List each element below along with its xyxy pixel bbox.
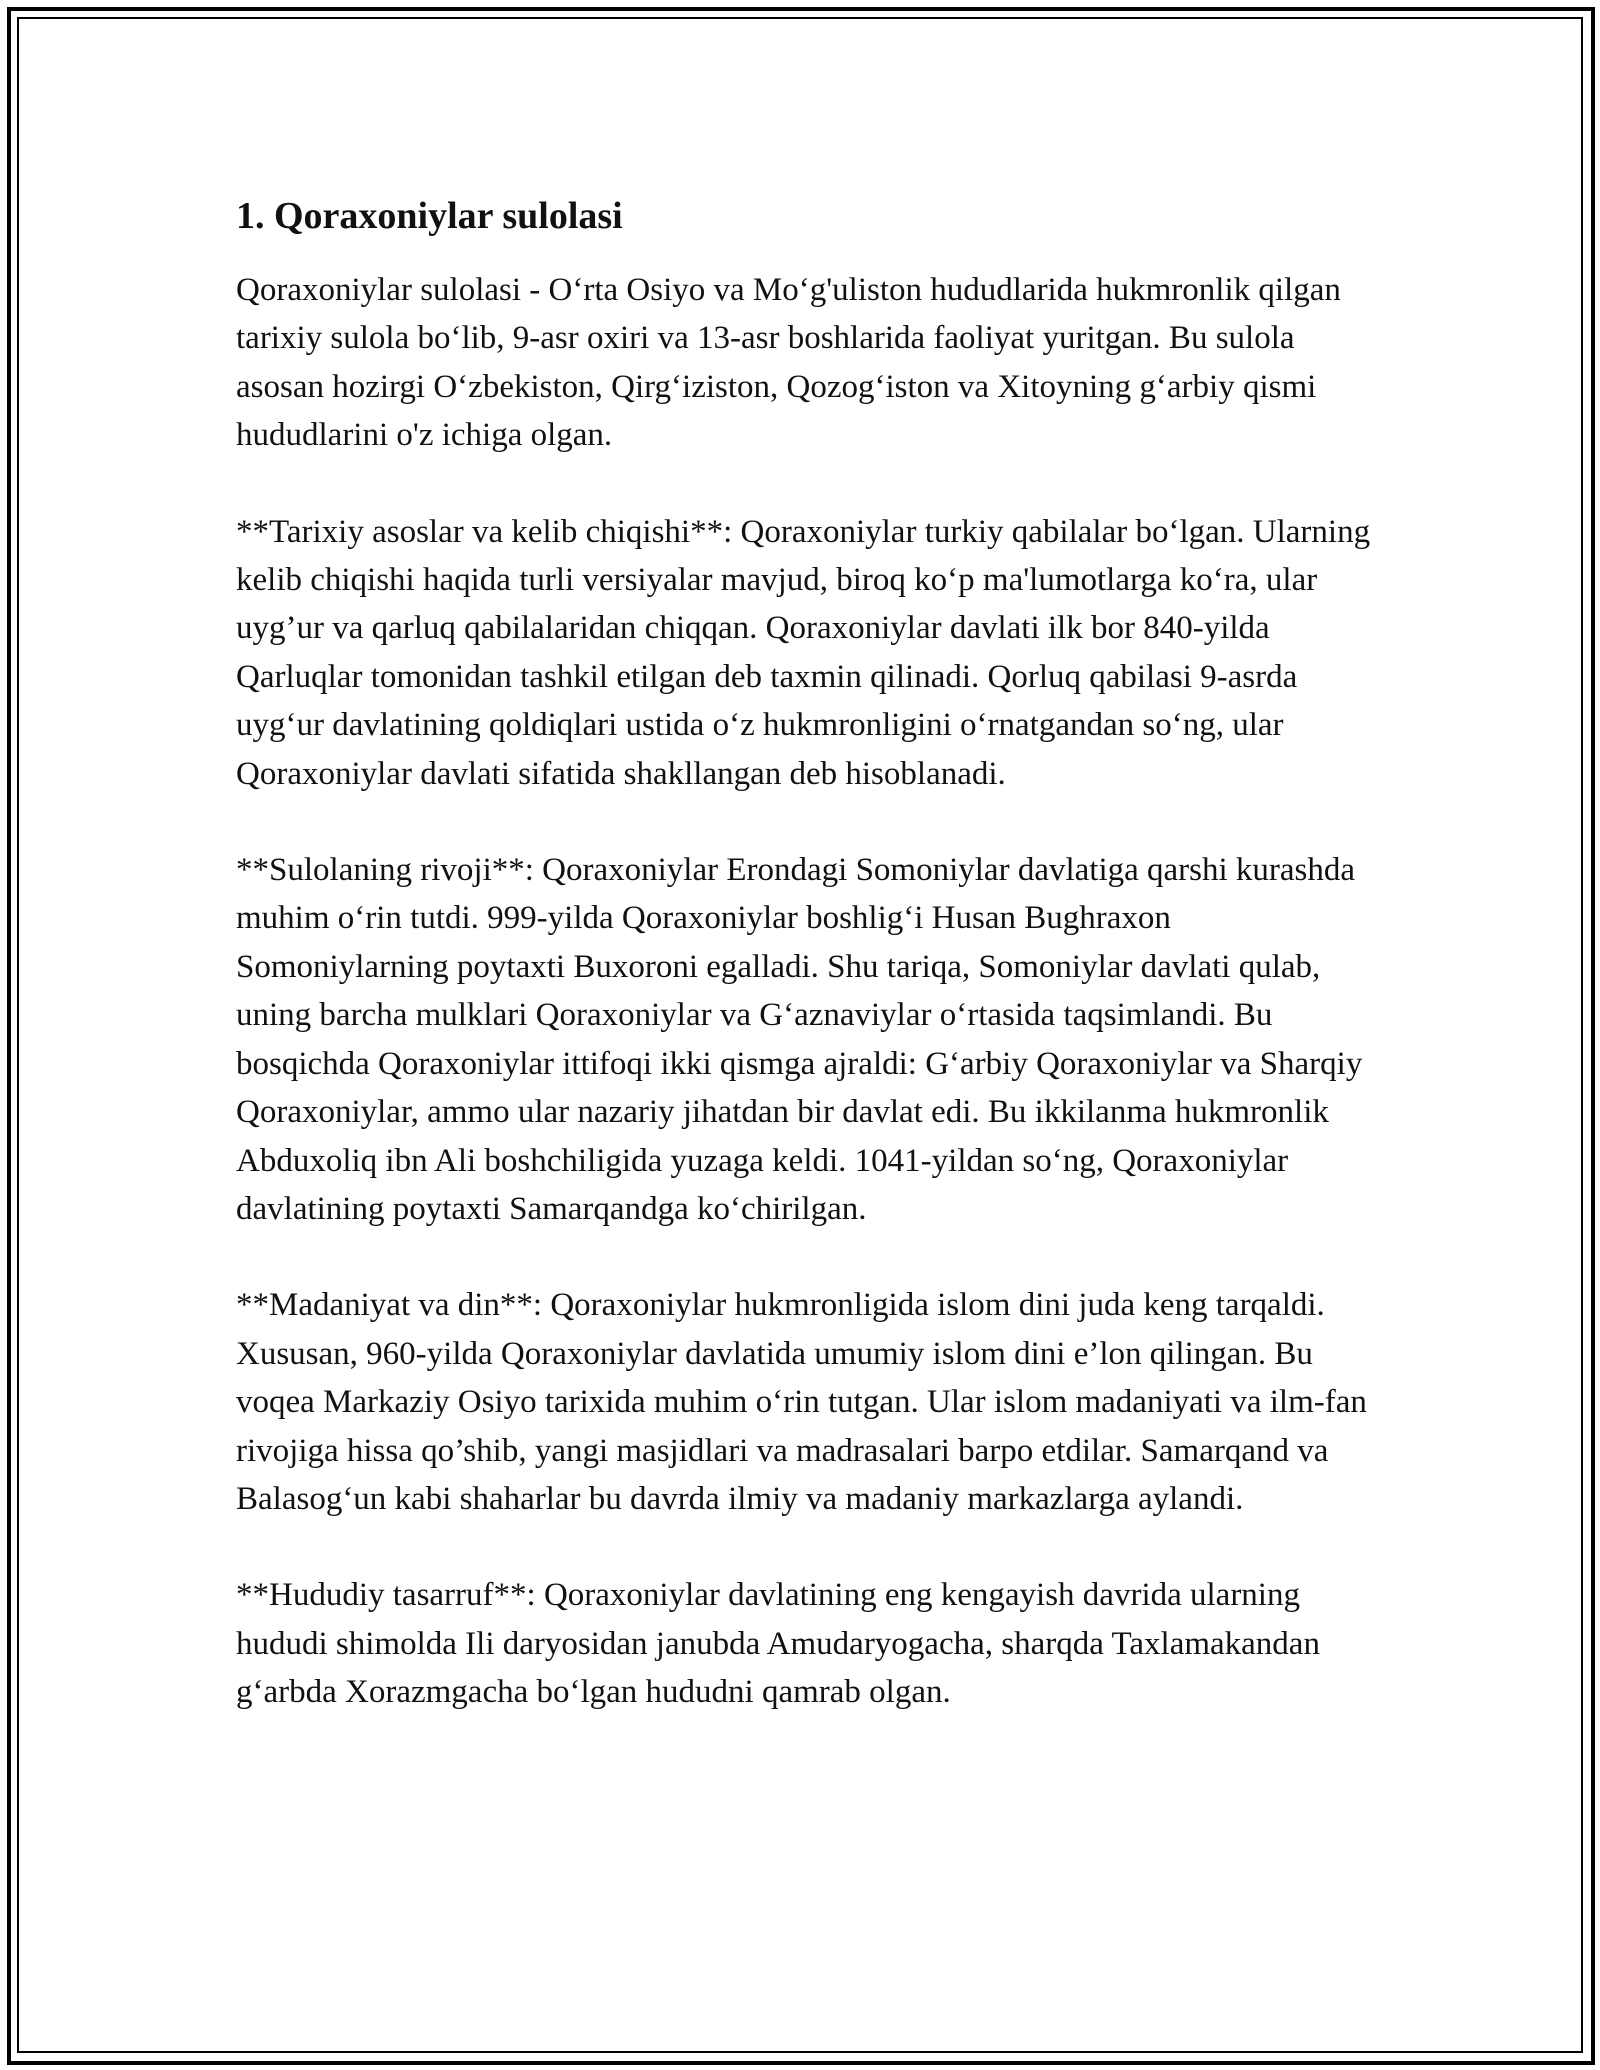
paragraph-intro: Qoraxoniylar sulolasi - O‘rta Osiyo va Mo‘g'uliston hududlarida hukmronlik qilgan tarixiy sulola bo‘lib, 9-asr oxiri va 13-asr boshlarida faoliyat yuritgan. Bu sulola asosan hozirgi O‘zbekiston, Qirg‘iziston, Qozog‘iston va Xitoyning g‘arbiy qismi hududlarini o'z ichiga olgan. [236, 272, 1341, 454]
document-body [236, 188, 1386, 1765]
paragraph-development: **Sulolaning rivoji**: Qoraxoniylar Erondagi Somoniylar davlatiga qarshi kurashda muhim o‘rin tutdi. 999-yilda Qoraxoniylar boshlig‘i Husan Bughraxon Somoniylarning poytaxti Buxoroni egalladi. Shu tariqa, Somoniylar davlati qulab, uning barcha mulklari Qoraxoniylar va G‘aznaviylar o‘rtasida taqsimlandi. Bu bosqichda Qoraxoniylar ittifoqi ikki qismga ajraldi: G‘arbiy Qoraxoniylar va Sharqiy Qoraxoniylar, ammo ular nazariy jihatdan bir davlat edi. Bu ikkilanma hukmronlik Abduxoliq ibn Ali boshchiligida yuzaga keldi. 1041-yildan so‘ng, Qoraxoniylar davlatining poytaxti Samarqandga ko‘chirilgan. [236, 852, 1363, 1227]
document-title: 1. Qoraxoniylar sulolasi [236, 195, 623, 237]
paragraph-territory: **Hududiy tasarruf**: Qoraxoniylar davlatining eng kengayish davrida ularning hududi shimolda Ili daryosidan janubda Amudaryogacha, sharqda Taxlamakandan g‘arbda Xorazmgacha bo‘lgan hududni qamrab olgan. [236, 1577, 1320, 1711]
paragraph-origins: **Tarixiy asoslar va kelib chiqishi**: Qoraxoniylar turkiy qabilalar bo‘lgan. Ularning kelib chiqishi haqida turli versiyalar mavjud, biroq ko‘p ma'lumotlarga ko‘ra, ular uyg’ur va qarluq qabilalaridan chiqqan. Qoraxoniylar davlati ilk bor 840-yilda Qarluqlar tomonidan tashkil etilgan deb taxmin qilinadi. Qorluq qabilasi 9-asrda uyg‘ur davlatining qoldiqlari ustida o‘z hukmronligini o‘rnatgandan so‘ng, ular Qoraxoniylar davlati sifatida shakllangan deb hisoblanadi. [236, 513, 1371, 792]
paragraph-culture-religion: **Madaniyat va din**: Qoraxoniylar hukmronligida islom dini juda keng tarqaldi. Xususan, 960-yilda Qoraxoniylar davlatida umumiy islom dini e’lon qilingan. Bu voqea Markaziy Osiyo tarixida muhim o‘rin tutgan. Ular islom madaniyati va ilm-fan rivojiga hissa qo’shib, yangi masjidlari va madrasalari barpo etdilar. Samarqand va Balasog‘un kabi shaharlar bu davrda ilmiy va madaniy markazlarga aylandi. [236, 1287, 1367, 1517]
